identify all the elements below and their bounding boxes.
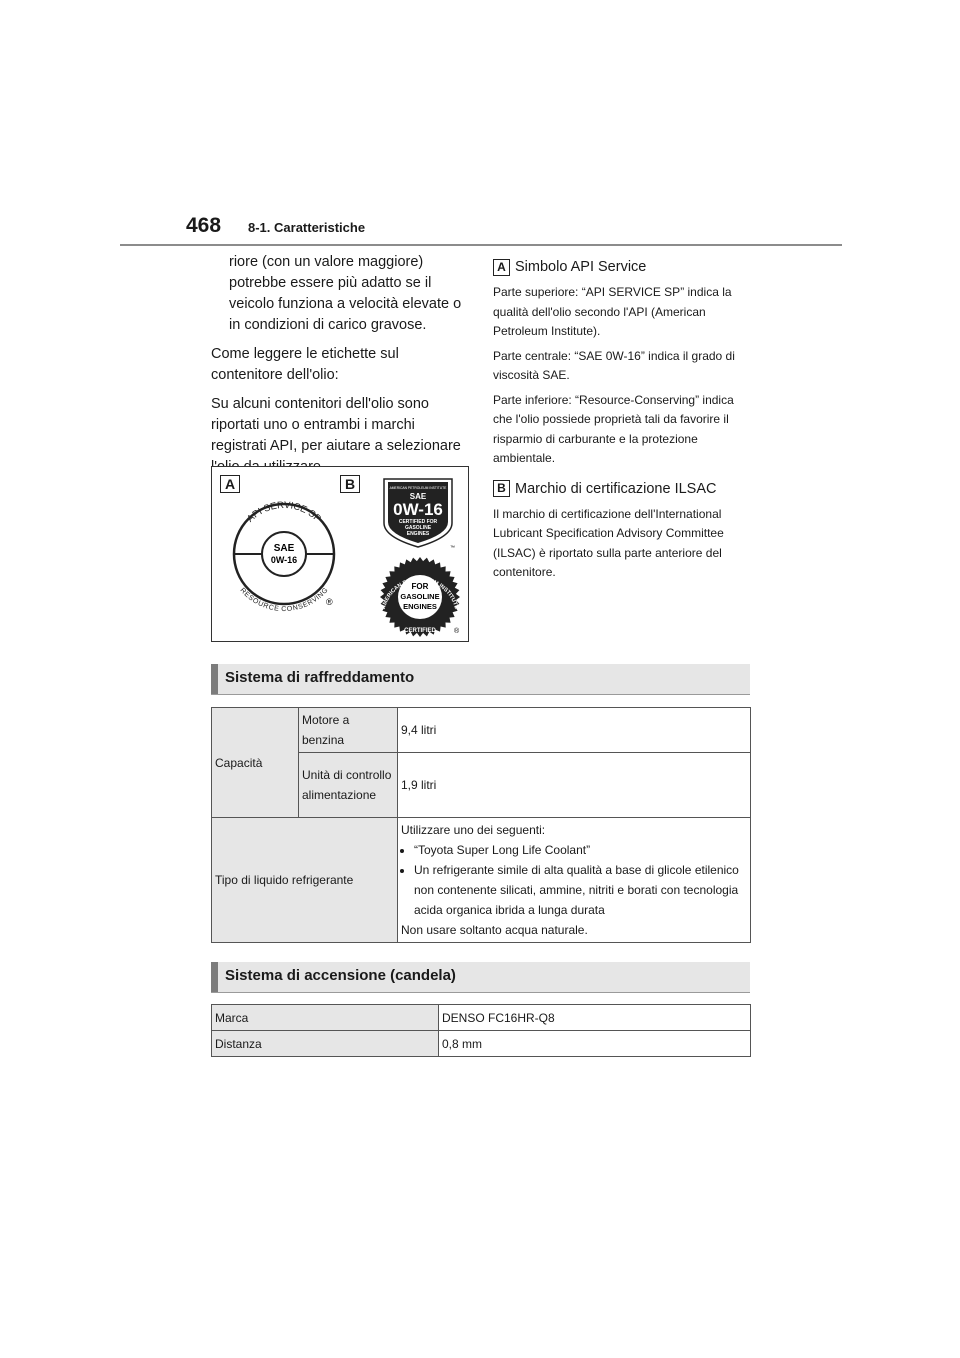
- coolant-list: [401, 840, 747, 920]
- symbol-box-b: B: [493, 480, 510, 497]
- ignition-section-title: Sistema di accensione (candela): [225, 967, 456, 984]
- figure-label-b: B: [340, 475, 360, 493]
- coolant-intro: Utilizzare uno dei seguenti:: [401, 823, 546, 837]
- star-bottom-text: CERTIFIED: [404, 628, 436, 634]
- table-row: [212, 1031, 751, 1057]
- ignition-table: [211, 1004, 751, 1057]
- star-center-engines: ENGINES: [403, 602, 437, 611]
- section-accent: [211, 962, 218, 992]
- shield-engines: ENGINES: [406, 531, 430, 537]
- cooling-section-bar: [211, 664, 750, 695]
- pcu-label: Unità di controllo alimentazione: [299, 753, 398, 818]
- table-row: [212, 708, 751, 753]
- brand-value: DENSO FC16HR-Q8: [439, 1005, 751, 1031]
- list-item: • Un refrigerante simile di alta qualità a base di glicole etilenico non contenente silicati, ammine, nitriti e borati con tecnologia acida organica ibrida a lunga durata: [414, 860, 747, 920]
- list-item: • “Toyota Super Long Life Coolant”: [414, 840, 747, 860]
- table-row: [212, 1005, 751, 1031]
- coolant-note: Non usare soltanto acqua naturale.: [401, 923, 588, 937]
- donut-center-sae: SAE: [273, 543, 295, 554]
- ilsac-title: Marchio di certificazione ILSAC: [515, 480, 717, 497]
- api-marks-graphic: [212, 467, 468, 641]
- shield-gasoline: GASOLINE: [404, 525, 432, 531]
- donut-center-grade: 0W-16: [270, 555, 298, 565]
- figure-label-a: A: [220, 475, 240, 493]
- gap-label: Distanza: [212, 1031, 439, 1057]
- shield-top-text: AMERICAN PETROLEUM INSTITUTE: [389, 486, 447, 490]
- star-top-text: AMERICAN PETROLEUM INSTITUTE: [380, 576, 460, 610]
- brand-label: Marca: [212, 1005, 439, 1031]
- api-middle-desc: Parte centrale: “SAE 0W-16” indica il grado di viscosità SAE.: [493, 348, 735, 382]
- donut-bottom-text: RESOURCE CONSERVING: [238, 586, 330, 614]
- star-center-gasoline: GASOLINE: [400, 592, 440, 601]
- star-center-for: FOR: [411, 582, 429, 591]
- engine-label: Motore a benzina: [299, 708, 398, 753]
- api-service-title: Simbolo API Service: [515, 259, 647, 275]
- capacity-label: Capacità: [212, 708, 299, 818]
- section-header: 8-1. Caratteristiche: [248, 220, 366, 235]
- cooling-section-title: Sistema di raffreddamento: [225, 669, 415, 686]
- cooling-table: [211, 707, 751, 943]
- symbol-box-a: A: [493, 259, 510, 276]
- shield-grade: 0W-16: [393, 500, 443, 519]
- api-marks-paragraph: Su alcuni contenitori dell'olio sono riportati uno o entrambi i marchi registrati API, per aiutare a selezionare: [211, 396, 461, 454]
- label-intro-paragraph: Come leggere le etichette sul contenitore dell'olio:: [211, 346, 399, 383]
- shield-tm-mark: ™: [450, 545, 455, 551]
- coolant-label: Tipo di liquido refrigerante: [212, 818, 398, 943]
- api-top-desc: Parte superiore: “API SERVICE SP” indica la qualità dell'olio secondo l'API (American Petroleum Institute).: [493, 285, 732, 338]
- ilsac-shield: [384, 479, 455, 551]
- api-service-heading: [493, 257, 753, 277]
- donut-registered-mark: ®: [326, 597, 333, 607]
- ilsac-desc: Il marchio di certificazione dell'International Lubricant Specification Advisory Committee (ILSAC) è riportato sulla parte anteriore del contenitore.: [493, 506, 724, 579]
- right-column: [493, 257, 753, 588]
- shield-certified: CERTIFIED FOR: [398, 519, 438, 525]
- api-bottom-desc: Parte inferiore: “Resource-Conserving” indica che l'olio possiede proprietà tali da favorire il risparmio di carburante e la protezione ambientale.: [493, 392, 734, 465]
- api-starburst: [380, 557, 460, 637]
- coolant-value: [398, 818, 751, 943]
- oil-label-figure: [211, 466, 469, 642]
- donut-top-text: API SERVICE SP: [245, 499, 323, 525]
- gap-value: 0,8 mm: [439, 1031, 751, 1057]
- ignition-section-bar: [211, 962, 750, 993]
- star-registered-mark: ®: [454, 628, 460, 635]
- header-rule: [120, 244, 842, 246]
- table-row: [212, 818, 751, 943]
- continued-paragraph: riore (con un valore maggiore) potrebbe essere più adatto se il veicolo funziona a velocità elevate o in condizioni di carico gravose.: [229, 254, 462, 333]
- engine-value: 9,4 litri: [398, 708, 751, 753]
- shield-sae: SAE: [409, 492, 427, 501]
- page-number: 468: [186, 214, 222, 237]
- left-column: [211, 252, 473, 486]
- section-accent: [211, 664, 218, 694]
- api-service-donut: [234, 500, 334, 613]
- ilsac-heading: [493, 479, 753, 499]
- pcu-value: 1,9 litri: [398, 753, 751, 818]
